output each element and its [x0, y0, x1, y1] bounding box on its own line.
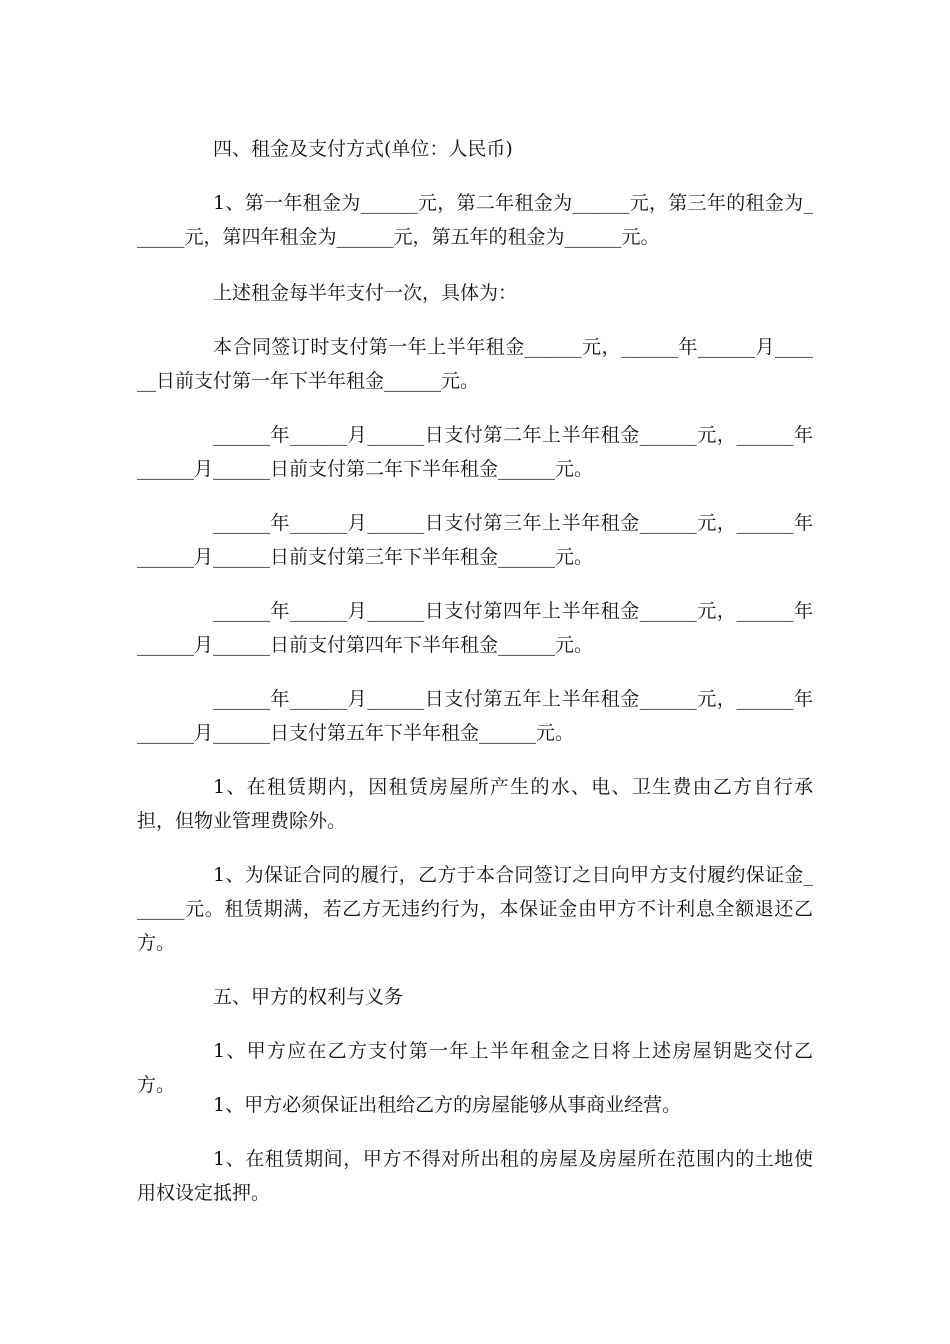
year-three-payment-paragraph: ______年______月______日支付第三年上半年租金______元，______年 ______月______日前支付第三年下半年租金______元。: [137, 512, 813, 568]
key-handover-paragraph: 1、甲方应在乙方支付第一年上半年租金之日将上述房屋钥匙交付乙方。: [137, 1040, 813, 1096]
year-four-payment-paragraph: ______年______月______日支付第四年上半年租金______元，______年 ______月______日前支付第四年下半年租金______元。: [137, 600, 813, 656]
year-two-payment-paragraph: ______年______月______日支付第二年上半年租金______元，______年 ______月______日前支付第二年下半年租金______元。: [137, 424, 813, 480]
section-four-heading: 四、租金及支付方式(单位：人民币): [213, 138, 513, 160]
utilities-paragraph: 1、在租赁期内，因租赁房屋所产生的水、电、卫生费由乙方自行承担，但物业管理费除外。: [137, 776, 813, 832]
year-one-payment-paragraph: 本合同签订时支付第一年上半年租金______元，______年______月____ __日前支付第一年下半年租金______元。: [137, 336, 813, 392]
year-five-payment-paragraph: ______年______月______日支付第五年上半年租金______元，______年 ______月______日支付第五年下半年租金______元。: [137, 688, 813, 744]
payment-frequency-paragraph: 上述租金每半年支付一次，具体为：: [213, 282, 518, 304]
no-mortgage-paragraph: 1、在租赁期间，甲方不得对所出租的房屋及房屋所在范围内的土地使用权设定抵押。: [137, 1148, 813, 1204]
section-five-heading: 五、甲方的权利与义务: [213, 986, 404, 1008]
rent-amounts-paragraph: 1、第一年租金为______元，第二年租金为______元，第三年的租金为_ _____元，第四年租金为______元，第五年的租金为______元。: [137, 192, 813, 248]
commercial-use-paragraph: 1、甲方必须保证出租给乙方的房屋能够从事商业经营。: [213, 1094, 682, 1116]
deposit-paragraph: 1、为保证合同的履行，乙方于本合同签订之日向甲方支付履约保证金_ _____元。租赁期满，若乙方无违约行为，本保证金由甲方不计利息全额退还乙方。: [137, 864, 813, 954]
